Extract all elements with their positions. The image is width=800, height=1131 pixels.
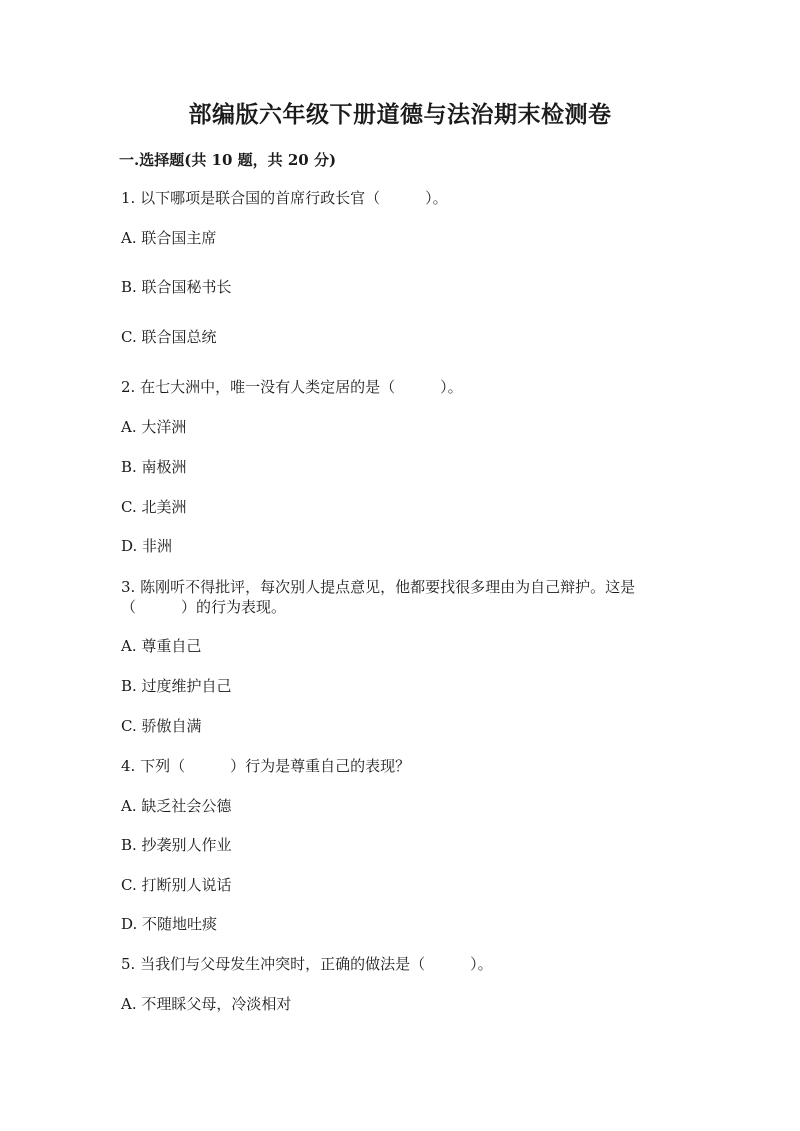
question-1-option-c: C. 联合国总统: [121, 328, 217, 346]
question-4-option-b: B. 抄袭别人作业: [121, 836, 232, 854]
question-5-stem: 5. 当我们与父母发生冲突时，正确的做法是（ ）。: [121, 955, 493, 973]
question-3-option-c: C. 骄傲自满: [121, 717, 202, 735]
question-1-option-a: A. 联合国主席: [121, 229, 217, 247]
question-4-option-c: C. 打断别人说话: [121, 876, 232, 894]
question-2-option-d: D. 非洲: [121, 537, 173, 555]
question-3-option-a: A. 尊重自己: [121, 637, 202, 655]
question-3-stem-line-1: 3. 陈刚听不得批评，每次别人提点意见，他都要找很多理由为自己辩护。这是: [121, 578, 636, 596]
question-2-option-a: A. 大洋洲: [121, 418, 187, 436]
question-2-stem: 2. 在七大洲中，唯一没有人类定居的是（ ）。: [121, 378, 463, 396]
question-3-option-b: B. 过度维护自己: [121, 677, 232, 695]
question-3-stem-line-2: （ ）的行为表现。: [121, 598, 287, 616]
question-2-option-b: B. 南极洲: [121, 458, 187, 476]
section-heading: 一.选择题(共 10 题，共 20 分): [119, 151, 337, 169]
question-5-option-a: A. 不理睬父母，冷淡相对: [121, 995, 292, 1013]
question-4-option-d: D. 不随地吐痰: [121, 915, 218, 933]
page-title: 部编版六年级下册道德与法治期末检测卷: [188, 101, 612, 128]
question-2-option-c: C. 北美洲: [121, 498, 187, 516]
question-4-stem: 4. 下列（ ）行为是尊重自己的表现？: [121, 757, 411, 775]
question-4-option-a: A. 缺乏社会公德: [121, 797, 232, 815]
question-1-stem: 1. 以下哪项是联合国的首席行政长官（ ）。: [121, 189, 448, 207]
question-1-option-b: B. 联合国秘书长: [121, 278, 232, 296]
